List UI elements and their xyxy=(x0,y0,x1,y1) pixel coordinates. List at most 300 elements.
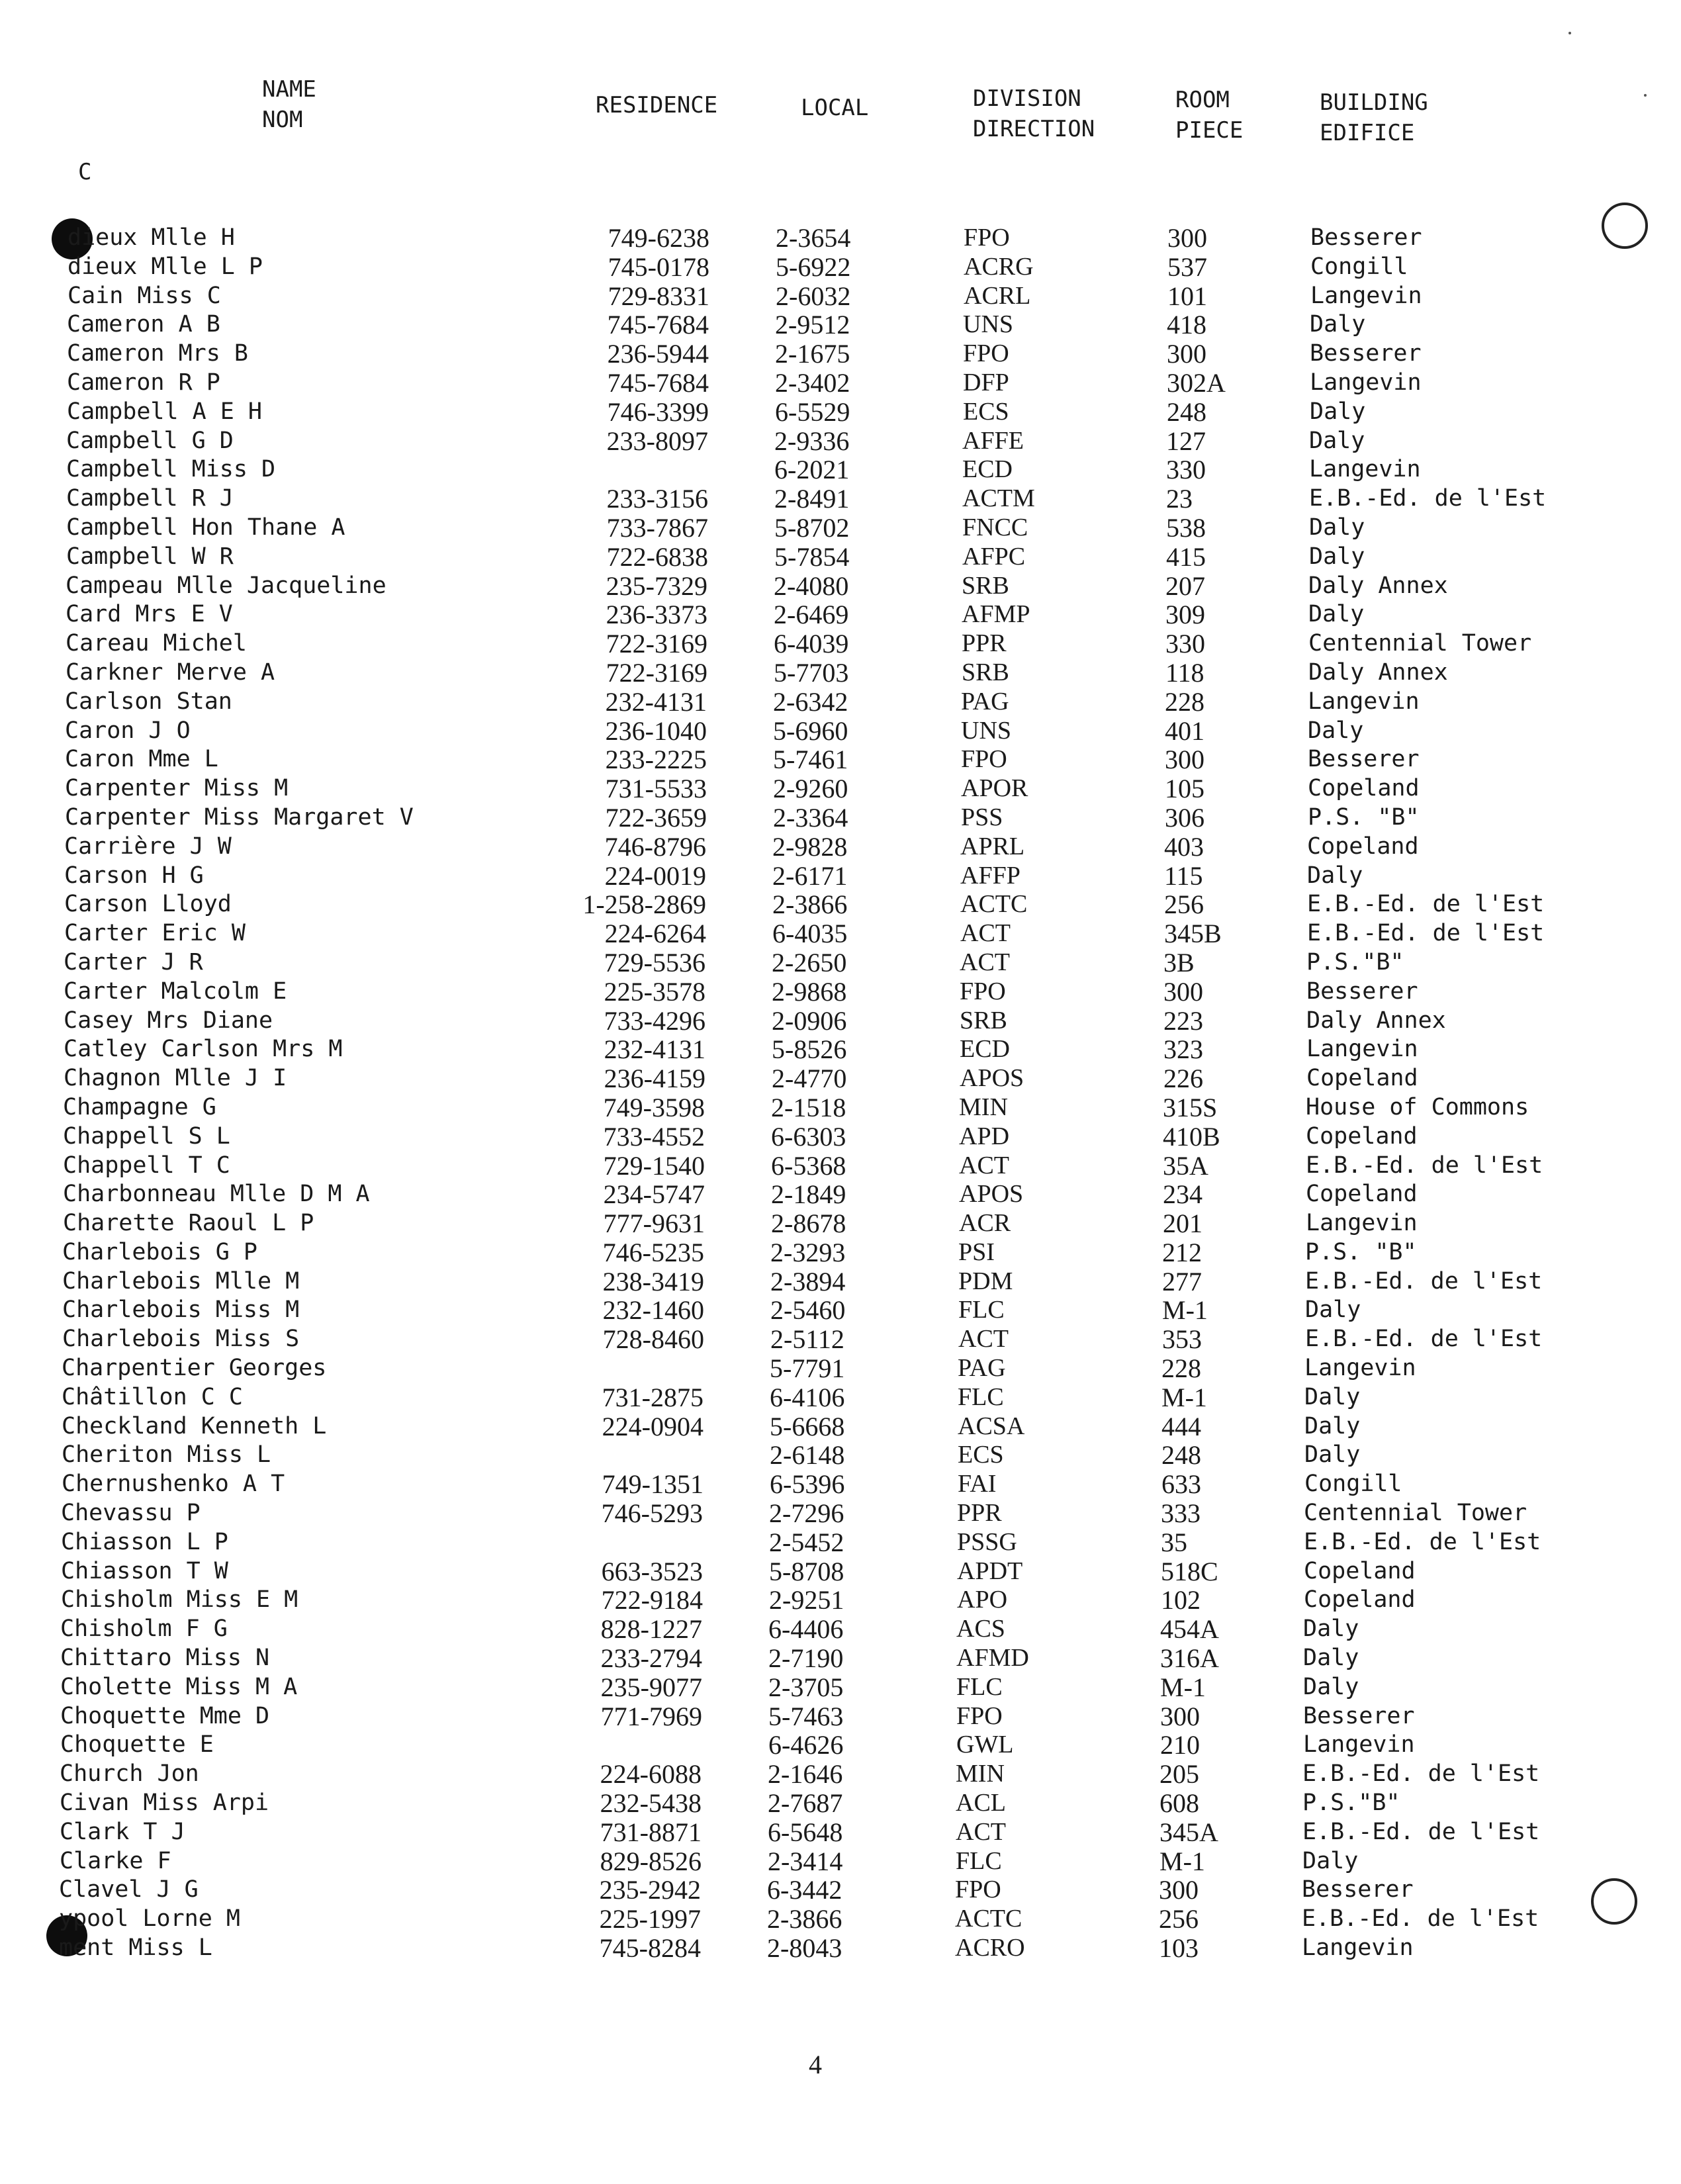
entry-local: 5-7461 xyxy=(773,745,848,775)
entry-residence: 722-3169 xyxy=(606,629,707,659)
entry-name: Church Jon xyxy=(60,1760,199,1788)
entry-local: 2-1518 xyxy=(771,1092,846,1122)
entry-local: 2-5452 xyxy=(769,1527,844,1557)
entry-building: P.S. "B" xyxy=(1305,1238,1417,1265)
entry-name: Charlebois Miss S xyxy=(62,1326,300,1353)
entry-name: Chisholm F G xyxy=(60,1615,228,1643)
entry-local: 6-5396 xyxy=(770,1469,845,1500)
entry-building: Daly Annex xyxy=(1308,572,1448,599)
header-room-en: ROOM xyxy=(1175,87,1230,113)
entry-division: APDT xyxy=(957,1557,1023,1585)
entry-name: dieux Mlle L P xyxy=(68,253,263,280)
entry-name: Cheriton Miss L xyxy=(62,1441,271,1469)
entry-local: 5-7463 xyxy=(768,1701,844,1731)
entry-division: ACS xyxy=(956,1615,1005,1643)
entry-room: 353 xyxy=(1162,1324,1202,1355)
entry-division: SRB xyxy=(960,1006,1007,1034)
entry-room: 248 xyxy=(1167,396,1206,427)
directory-row xyxy=(0,659,1681,688)
entry-division: GWL xyxy=(956,1731,1014,1759)
entry-room: 103 xyxy=(1159,1933,1199,1964)
header-division xyxy=(973,83,1095,144)
directory-row xyxy=(0,340,1681,369)
scan-speck xyxy=(1644,94,1647,97)
entry-building: E.B.-Ed. de l'Est xyxy=(1307,891,1545,918)
directory-row xyxy=(0,1470,1681,1499)
directory-row xyxy=(0,745,1681,774)
entry-name: Carpenter Miss M xyxy=(65,775,289,802)
directory-row xyxy=(0,1905,1681,1934)
entry-room: 345A xyxy=(1159,1817,1218,1847)
directory-row xyxy=(0,369,1681,398)
entry-residence: 225-1997 xyxy=(599,1904,701,1934)
header-name xyxy=(262,74,316,135)
entry-room: 300 xyxy=(1160,1701,1200,1731)
entry-residence: 729-8331 xyxy=(608,281,709,311)
entry-room: 300 xyxy=(1159,1875,1199,1905)
entry-building: Daly xyxy=(1308,601,1365,628)
directory-row xyxy=(0,1528,1681,1557)
entry-name: ypool Lorne M xyxy=(59,1905,240,1933)
directory-list xyxy=(0,224,1681,1963)
entry-residence: 749-3598 xyxy=(603,1092,705,1122)
entry-building: Langevin xyxy=(1310,369,1422,396)
entry-local: 6-5648 xyxy=(768,1817,843,1847)
entry-room: 302A xyxy=(1167,367,1226,398)
entry-building: Daly xyxy=(1303,1615,1359,1643)
entry-local: 6-6303 xyxy=(771,1121,846,1152)
entry-residence: 745-8284 xyxy=(599,1933,701,1964)
entry-local: 5-6668 xyxy=(770,1411,845,1441)
directory-row xyxy=(0,484,1681,514)
entry-name: Campbell Miss D xyxy=(66,456,276,483)
directory-row xyxy=(0,1093,1681,1122)
entry-building: Langevin xyxy=(1306,1210,1418,1237)
entry-division: PPR xyxy=(962,629,1007,658)
entry-residence: 729-1540 xyxy=(603,1150,705,1181)
entry-local: 6-5529 xyxy=(775,396,850,427)
entry-building: Daly xyxy=(1303,1673,1359,1700)
entry-division: FLC xyxy=(958,1383,1004,1411)
entry-residence: 236-1040 xyxy=(605,715,707,746)
entry-local: 6-2021 xyxy=(774,455,850,485)
entry-division: SRB xyxy=(962,658,1009,686)
directory-row xyxy=(0,514,1681,543)
entry-building: Langevin xyxy=(1302,1934,1414,1962)
directory-row xyxy=(0,1615,1681,1644)
entry-local: 2-3866 xyxy=(772,889,848,920)
entry-name: Civan Miss Arpi xyxy=(60,1790,269,1817)
entry-name: Careau Michel xyxy=(66,630,247,657)
entry-residence: 728-8460 xyxy=(602,1324,704,1355)
entry-building: Daly xyxy=(1307,862,1363,889)
entry-local: 2-9868 xyxy=(772,976,847,1007)
entry-room: 316A xyxy=(1160,1643,1219,1674)
entry-room: 300 xyxy=(1167,223,1207,253)
entry-division: PAG xyxy=(961,687,1009,715)
entry-room: 401 xyxy=(1165,715,1204,746)
directory-row xyxy=(0,1934,1681,1963)
header-building xyxy=(1320,87,1428,148)
directory-row xyxy=(0,1557,1681,1586)
directory-row xyxy=(0,1876,1681,1905)
entry-division: PAG xyxy=(958,1354,1006,1383)
entry-residence: 829-8526 xyxy=(600,1846,702,1876)
entry-building: Langevin xyxy=(1310,282,1422,309)
directory-row xyxy=(0,1789,1681,1818)
entry-residence: 232-1460 xyxy=(602,1295,704,1326)
entry-residence: 731-2875 xyxy=(602,1382,704,1412)
entry-local: 2-7687 xyxy=(768,1788,843,1819)
entry-residence: 746-5293 xyxy=(601,1498,703,1529)
entry-room: M-1 xyxy=(1162,1295,1208,1326)
entry-local: 2-9336 xyxy=(774,426,850,456)
entry-building: Daly xyxy=(1305,1297,1361,1324)
directory-row xyxy=(0,1586,1681,1615)
entry-room: 403 xyxy=(1164,831,1204,862)
entry-room: 118 xyxy=(1165,657,1204,688)
entry-room: 608 xyxy=(1159,1788,1199,1819)
entry-division: FPO xyxy=(960,977,1006,1005)
entry-division: ACRO xyxy=(955,1934,1025,1962)
entry-division: FPO xyxy=(961,745,1007,774)
entry-local: 5-7703 xyxy=(774,657,849,688)
directory-row xyxy=(0,1847,1681,1876)
entry-local: 6-4039 xyxy=(774,629,849,659)
entry-division: ACTC xyxy=(955,1905,1022,1933)
entry-name: Charbonneau Mlle D M A xyxy=(63,1181,370,1208)
entry-building: Copeland xyxy=(1308,775,1420,802)
entry-building: Daly Annex xyxy=(1308,659,1448,686)
directory-row xyxy=(0,1383,1681,1412)
entry-division: APD xyxy=(959,1122,1010,1150)
entry-room: 418 xyxy=(1167,310,1206,340)
scan-speck xyxy=(1568,32,1571,34)
entry-room: 226 xyxy=(1163,1064,1203,1094)
entry-residence: 232-4131 xyxy=(605,686,707,717)
entry-name: Campbell Hon Thane A xyxy=(66,514,345,541)
directory-row xyxy=(0,774,1681,803)
entry-division: ACTC xyxy=(960,890,1028,919)
directory-row xyxy=(0,572,1681,601)
entry-division: ACTM xyxy=(962,484,1035,513)
entry-local: 5-6922 xyxy=(776,251,851,282)
directory-row xyxy=(0,862,1681,891)
entry-residence: 233-2225 xyxy=(605,745,707,775)
directory-row xyxy=(0,1209,1681,1238)
entry-building: Langevin xyxy=(1306,1036,1418,1063)
entry-division: ACR xyxy=(959,1209,1011,1238)
entry-room: 410B xyxy=(1163,1121,1220,1152)
entry-local: 6-5368 xyxy=(771,1150,846,1181)
entry-local: 2-6171 xyxy=(772,860,848,891)
entry-residence: 224-0019 xyxy=(604,860,706,891)
entry-name: Chevassu P xyxy=(61,1500,201,1527)
entry-local: 5-8702 xyxy=(774,512,850,543)
entry-residence: 733-4552 xyxy=(603,1121,705,1152)
entry-local: 2-3293 xyxy=(770,1237,846,1267)
entry-residence: 722-9184 xyxy=(601,1585,703,1615)
entry-room: 300 xyxy=(1165,745,1204,775)
header-building-fr: EDIFICE xyxy=(1320,120,1415,146)
entry-room: 23 xyxy=(1166,484,1193,514)
entry-local: 2-7296 xyxy=(769,1498,844,1529)
entry-room: 345B xyxy=(1164,919,1222,949)
directory-row xyxy=(0,1412,1681,1441)
entry-local: 2-5460 xyxy=(770,1295,846,1326)
entry-building: Copeland xyxy=(1304,1557,1416,1584)
entry-local: 2-0906 xyxy=(772,1005,847,1036)
directory-row xyxy=(0,1238,1681,1267)
entry-room: 444 xyxy=(1161,1411,1201,1441)
directory-row xyxy=(0,398,1681,427)
entry-name: Carter Malcolm E xyxy=(64,978,287,1005)
entry-residence: 722-3659 xyxy=(605,802,707,833)
entry-room: 518C xyxy=(1161,1556,1218,1586)
entry-residence: 234-5747 xyxy=(603,1179,705,1210)
entry-residence: 233-2794 xyxy=(600,1643,702,1674)
entry-building: E.B.-Ed. de l'Est xyxy=(1306,1152,1543,1179)
entry-building: Daly xyxy=(1310,398,1366,425)
entry-building: Daly xyxy=(1309,543,1365,570)
entry-residence: 236-5944 xyxy=(607,339,709,369)
entry-building: E.B.-Ed. de l'Est xyxy=(1302,1818,1540,1845)
entry-residence: 238-3419 xyxy=(602,1266,704,1297)
entry-residence: 777-9631 xyxy=(603,1208,705,1239)
entry-room: M-1 xyxy=(1159,1846,1205,1876)
directory-row xyxy=(0,1818,1681,1847)
entry-division: ECD xyxy=(960,1035,1010,1064)
entry-residence: 232-4131 xyxy=(604,1034,705,1065)
entry-building: Besserer xyxy=(1306,978,1418,1005)
entry-name: Chappell T C xyxy=(63,1152,230,1179)
entry-division: AFFE xyxy=(962,426,1024,455)
entry-name: Clavel J G xyxy=(59,1876,199,1903)
entry-residence: 733-4296 xyxy=(604,1005,705,1036)
directory-row xyxy=(0,1673,1681,1702)
entry-name: Choquette E xyxy=(60,1731,214,1758)
entry-division: APOS xyxy=(960,1064,1024,1093)
entry-local: 2-3705 xyxy=(768,1672,844,1702)
entry-division: PPR xyxy=(957,1499,1002,1527)
entry-room: 212 xyxy=(1162,1237,1202,1267)
entry-division: APOR xyxy=(961,774,1028,803)
entry-division: APRL xyxy=(960,832,1025,860)
entry-room: 228 xyxy=(1161,1353,1201,1384)
entry-room: 330 xyxy=(1166,455,1206,485)
entry-residence: 733-7867 xyxy=(606,512,708,543)
entry-name: Campbell R J xyxy=(66,485,234,512)
entry-name: Campbell W R xyxy=(66,543,234,570)
entry-residence: 236-3373 xyxy=(606,600,707,630)
entry-room: 234 xyxy=(1163,1179,1203,1210)
directory-row xyxy=(0,1325,1681,1354)
entry-division: PSS xyxy=(961,803,1003,831)
header-room xyxy=(1175,85,1243,146)
entry-building: E.B.-Ed. de l'Est xyxy=(1309,485,1547,512)
entry-room: 315S xyxy=(1163,1092,1218,1122)
entry-residence: 729-5536 xyxy=(604,947,705,978)
entry-room: 35 xyxy=(1161,1527,1187,1557)
entry-division: FLC xyxy=(958,1296,1005,1324)
directory-row xyxy=(0,629,1681,659)
entry-building: P.S."B" xyxy=(1302,1790,1400,1817)
entry-residence: 722-3169 xyxy=(606,657,707,688)
entry-residence: 745-0178 xyxy=(608,251,709,282)
entry-name: Clarke F xyxy=(60,1847,171,1874)
entry-local: 2-1675 xyxy=(775,339,850,369)
entry-name: Caron J O xyxy=(65,717,191,744)
entry-local: 5-6960 xyxy=(773,715,848,746)
entry-residence: 746-3399 xyxy=(607,396,709,427)
entry-division: AFFP xyxy=(960,861,1021,889)
entry-room: 633 xyxy=(1161,1469,1201,1500)
directory-row xyxy=(0,1296,1681,1325)
entry-division: ACT xyxy=(960,919,1011,948)
directory-row xyxy=(0,948,1681,978)
entry-residence: 731-5533 xyxy=(605,774,707,804)
entry-name: Clark T J xyxy=(60,1818,185,1845)
entry-building: Daly xyxy=(1309,514,1365,541)
entry-residence: 224-6264 xyxy=(604,919,706,949)
directory-row xyxy=(0,310,1681,340)
entry-local: 6-4406 xyxy=(768,1614,844,1645)
entry-division: ACT xyxy=(959,1151,1009,1179)
page-number: 4 xyxy=(809,2050,822,2079)
entry-residence: 771-7969 xyxy=(600,1701,702,1731)
entry-building: Besserer xyxy=(1308,746,1420,773)
entry-name: Charlebois Miss M xyxy=(62,1297,300,1324)
entry-name: Cameron Mrs B xyxy=(67,340,248,367)
entry-name: Charpentier Georges xyxy=(62,1355,327,1382)
entry-division: ACT xyxy=(956,1817,1006,1846)
entry-residence: 746-5235 xyxy=(602,1237,704,1267)
entry-building: Congill xyxy=(1304,1471,1402,1498)
entry-local: 2-8678 xyxy=(771,1208,846,1239)
entry-name: Campeau Mlle Jacqueline xyxy=(66,572,386,599)
entry-division: FPO xyxy=(963,340,1009,368)
entry-building: Daly xyxy=(1304,1383,1361,1410)
directory-row xyxy=(0,1152,1681,1181)
entry-name: Cain Miss C xyxy=(68,282,221,309)
entry-division: ECS xyxy=(963,397,1009,426)
directory-row xyxy=(0,919,1681,948)
entry-name: Chernushenko A T xyxy=(62,1471,285,1498)
entry-division: ACT xyxy=(960,948,1010,976)
entry-room: 35A xyxy=(1163,1150,1208,1181)
entry-division: DFP xyxy=(963,368,1009,396)
header-room-fr: PIECE xyxy=(1175,117,1244,144)
entry-building: Daly xyxy=(1309,427,1365,454)
entry-building: E.B.-Ed. de l'Est xyxy=(1302,1905,1539,1933)
entry-division: PSSG xyxy=(957,1527,1017,1556)
entry-building: Daly xyxy=(1302,1847,1359,1874)
entry-local: 2-1646 xyxy=(768,1759,843,1790)
section-letter: C xyxy=(78,159,92,185)
entry-local: 2-8491 xyxy=(774,484,850,514)
directory-row xyxy=(0,1122,1681,1152)
directory-row xyxy=(0,1064,1681,1093)
entry-name: Carpenter Miss Margaret V xyxy=(65,803,414,831)
entry-name: Carlson Stan xyxy=(65,688,232,715)
entry-room: 201 xyxy=(1163,1208,1203,1239)
entry-residence: 235-2942 xyxy=(599,1875,701,1905)
entry-name: Card Mrs E V xyxy=(66,601,233,628)
entry-building: Langevin xyxy=(1308,688,1420,715)
entry-division: FNCC xyxy=(962,513,1028,541)
entry-room: 306 xyxy=(1165,802,1204,833)
entry-division: UNS xyxy=(963,310,1014,339)
entry-local: 5-8708 xyxy=(769,1556,844,1586)
entry-name: Champagne G xyxy=(63,1093,216,1120)
entry-room: 248 xyxy=(1161,1440,1201,1471)
entry-room: 127 xyxy=(1166,426,1206,456)
entry-residence: 745-7684 xyxy=(607,367,709,398)
entry-name: Chiasson T W xyxy=(61,1557,228,1584)
entry-name: Chagnon Mlle J I xyxy=(64,1065,287,1092)
entry-division: ACRG xyxy=(964,252,1034,281)
header-division-fr: DIRECTION xyxy=(973,116,1095,142)
entry-local: 6-4626 xyxy=(768,1730,844,1760)
entry-name: Carson H G xyxy=(64,862,204,889)
entry-name: Chappell S L xyxy=(63,1122,230,1150)
header-residence: RESIDENCE xyxy=(596,92,718,118)
entry-local: 2-3654 xyxy=(776,223,851,253)
directory-row xyxy=(0,1007,1681,1036)
entry-building: Copeland xyxy=(1306,1065,1418,1092)
entry-residence: 235-9077 xyxy=(600,1672,702,1702)
entry-name: Charlebois Mlle M xyxy=(62,1267,300,1295)
entry-name: Chittaro Miss N xyxy=(60,1645,270,1672)
entry-local: 6-4106 xyxy=(770,1382,845,1412)
entry-division: FPO xyxy=(956,1702,1003,1730)
entry-residence: 235-7329 xyxy=(606,570,707,601)
entry-building: Langevin xyxy=(1303,1731,1415,1758)
entry-local: 5-8526 xyxy=(772,1034,847,1065)
entry-local: 2-6342 xyxy=(773,686,848,717)
directory-row xyxy=(0,1760,1681,1789)
header-name-fr: NOM xyxy=(262,107,303,133)
entry-room: 537 xyxy=(1167,251,1207,282)
entry-local: 2-6148 xyxy=(770,1440,845,1471)
entry-room: 333 xyxy=(1161,1498,1201,1529)
entry-division: FPO xyxy=(964,224,1010,251)
entry-local: 2-3402 xyxy=(775,367,850,398)
directory-row xyxy=(0,978,1681,1007)
entry-room: 277 xyxy=(1162,1266,1202,1297)
directory-row xyxy=(0,224,1681,253)
entry-room: 105 xyxy=(1165,774,1204,804)
entry-division: FAI xyxy=(958,1470,997,1498)
directory-row xyxy=(0,543,1681,572)
entry-room: M-1 xyxy=(1161,1382,1207,1412)
directory-row xyxy=(0,803,1681,833)
entry-building: Daly Annex xyxy=(1306,1007,1446,1034)
entry-division: AFPC xyxy=(962,542,1026,570)
entry-name: Campbell G D xyxy=(66,427,234,454)
entry-name: Charette Raoul L P xyxy=(63,1210,314,1237)
directory-row xyxy=(0,688,1681,717)
entry-room: 210 xyxy=(1160,1730,1200,1760)
entry-local: 6-3442 xyxy=(767,1875,842,1905)
entry-local: 2-9828 xyxy=(772,831,848,862)
entry-room: 223 xyxy=(1163,1005,1203,1036)
entry-building: Besserer xyxy=(1310,224,1422,251)
directory-row xyxy=(0,890,1681,919)
entry-building: Besserer xyxy=(1302,1876,1414,1903)
entry-division: AFMD xyxy=(956,1644,1029,1672)
entry-local: 2-3364 xyxy=(773,802,848,833)
